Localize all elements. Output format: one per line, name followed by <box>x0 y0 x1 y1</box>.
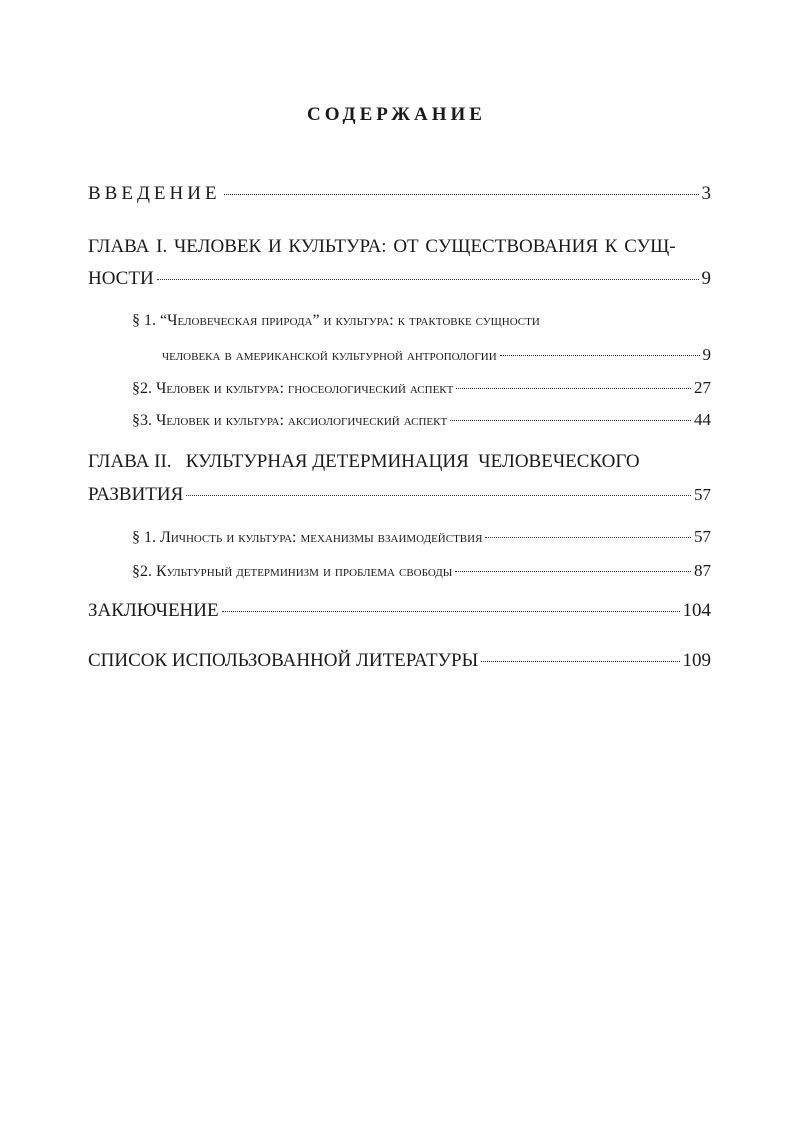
toc-chapter-1-heading[interactable] <box>88 236 711 258</box>
toc-entry-label: ЗАКЛЮЧЕНИЕ <box>88 600 219 621</box>
toc-entry-label: §2. Человек и культура: гносеологический аспект <box>132 380 454 397</box>
toc-page-number: 57 <box>694 527 711 546</box>
dot-leader <box>222 611 680 612</box>
toc-section-1-3[interactable] <box>132 410 711 430</box>
toc-page-number: 57 <box>694 485 711 504</box>
toc-entry-label: СПИСОК ИСПОЛЬЗОВАННОЙ ЛИТЕРАТУРЫ <box>88 650 479 671</box>
toc-page-number: 109 <box>682 650 711 671</box>
toc-page-number: 9 <box>702 345 711 364</box>
toc-section-1-1-heading[interactable] <box>132 312 711 330</box>
toc-section-1-2[interactable] <box>132 378 711 398</box>
toc-section-1-1[interactable] <box>162 345 711 365</box>
toc-entry-label: ГЛАВА II. КУЛЬТУРНАЯ ДЕТЕРМИНАЦИЯ ЧЕЛОВЕЧЕСКОГО <box>88 451 640 472</box>
toc-entry-label: §3. Человек и культура: аксиологический аспект <box>132 412 448 429</box>
toc-page-number: 3 <box>701 183 711 204</box>
toc-entry-label: НОСТИ <box>88 268 154 289</box>
toc-entry-label: ВВЕДЕНИЕ <box>88 183 221 204</box>
toc-entry-label: человека в американской культурной антропологии <box>162 347 497 364</box>
toc-entry-intro[interactable] <box>88 183 711 205</box>
toc-page-number: 87 <box>694 561 711 580</box>
toc-section-2-2[interactable] <box>132 561 711 581</box>
toc-section-2-1[interactable] <box>132 527 711 547</box>
dot-leader <box>186 495 691 496</box>
toc-chapter-2-heading[interactable] <box>88 451 711 473</box>
dot-leader <box>456 388 691 389</box>
toc-page-number: 104 <box>682 600 711 621</box>
dot-leader <box>157 279 699 280</box>
toc-chapter-2[interactable] <box>88 484 711 506</box>
dot-leader <box>450 420 691 421</box>
dot-leader <box>485 537 691 538</box>
toc-entry-label: ГЛАВА I. ЧЕЛОВЕК И КУЛЬТУРА: ОТ СУЩЕСТВОВАНИЯ К СУЩ- <box>88 236 676 257</box>
toc-page-number: 27 <box>694 378 711 397</box>
dot-leader <box>224 194 699 195</box>
dot-leader <box>481 661 679 662</box>
toc-page-number: 44 <box>694 410 711 429</box>
toc-entry-label: § 1. Личность и культура: механизмы взаимодействия <box>132 529 483 546</box>
toc-entry-label: § 1. “Человеческая природа” и культура: к трактовке сущности <box>132 312 540 329</box>
dot-leader <box>455 571 691 572</box>
page-title: СОДЕРЖАНИЕ <box>307 104 486 125</box>
toc-conclusion[interactable] <box>88 600 711 622</box>
toc-page-number: 9 <box>701 268 711 289</box>
toc-bibliography[interactable] <box>88 650 711 672</box>
toc-entry-label: РАЗВИТИЯ <box>88 484 184 505</box>
toc-entry-label: §2. Культурный детерминизм и проблема свободы <box>132 563 453 580</box>
dot-leader <box>500 355 700 356</box>
toc-chapter-1[interactable] <box>88 268 711 290</box>
